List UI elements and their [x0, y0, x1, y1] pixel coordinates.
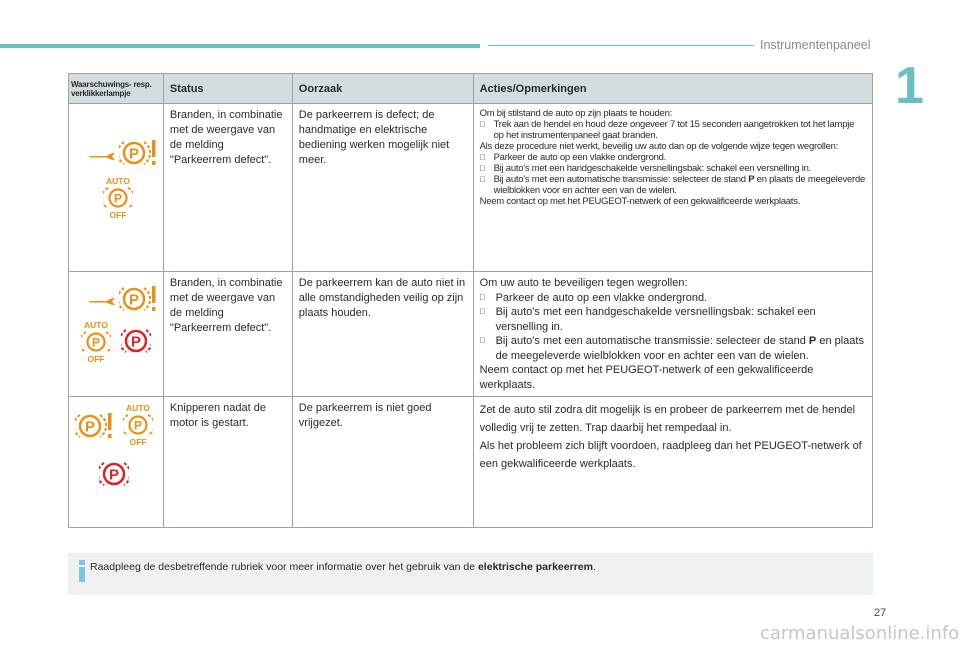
list-item-text: Bij auto's met een automatische transmissie: selecteer de stand	[495, 335, 806, 347]
parking-brake-warning-icon	[75, 412, 115, 440]
parking-brake-red-icon	[99, 460, 129, 488]
watermark: carmanualsonline.info	[760, 623, 960, 644]
header-accent-bar	[0, 44, 480, 48]
note-end: .	[592, 561, 596, 573]
status-cell: Knipperen nadat de motor is gestart.	[163, 397, 292, 528]
note-link-term: elektrische parkeerrem	[477, 561, 593, 573]
list-item-text: en plaats de meegeleverde wielblokken voor en achter een van de wielen.	[495, 335, 864, 362]
action-end: Neem contact op met het PEUGEOT-netwerk of een gekwalificeerde werkplaats.	[479, 196, 801, 207]
info-icon	[78, 560, 86, 582]
cause-cell: De parkeerrem is defect; de handmatige en elektrische bediening werken mogelijk niet meer.	[292, 104, 473, 272]
section-title: Instrumentenpaneel	[760, 38, 871, 52]
auto-off-parking-icon	[81, 320, 111, 366]
actions-cell	[473, 104, 872, 272]
action-list	[480, 291, 866, 364]
action-end: Neem contact op met het PEUGEOT-netwerk of een gekwalificeerde werkplaats.	[479, 364, 814, 391]
list-item-text: Bij auto's met een automatische transmissie: selecteer de stand	[493, 174, 746, 185]
list-item	[480, 334, 866, 363]
icon-cell	[69, 104, 164, 272]
list-item: Parkeer de auto op een vlakke ondergrond.	[495, 291, 708, 304]
icon-cell	[69, 397, 164, 528]
warning-lights-table	[68, 73, 873, 528]
list-item-text: en plaats de meegeleverde wielblokken voor en achter een van de wielen.	[493, 174, 866, 196]
table-row	[69, 104, 873, 272]
parking-brake-red-icon	[121, 327, 151, 355]
gear-p: P	[808, 335, 817, 347]
list-item: Trek aan de hendel en houd deze ongeveer 7 tot 15 seconden aangetrokken tot het lampje op het instrumentenpaneel gaat branden.	[493, 119, 855, 141]
column-header-actions: Acties/Opmerkingen	[473, 74, 872, 104]
table-row	[69, 272, 873, 397]
action-text: Als het probleem zich blijft voordoen, raadpleeg dan het PEUGEOT-netwerk of een gekwalificeerde werkplaats.	[479, 440, 862, 470]
list-item: Parkeer de auto op een vlakke ondergrond.	[493, 152, 667, 163]
chapter-number: 1	[895, 57, 924, 115]
icon-cell	[69, 272, 164, 397]
action-list	[480, 119, 866, 141]
column-header-status: Status	[163, 74, 292, 104]
parking-brake-warning-icon	[119, 285, 159, 313]
action-intro: Om uw auto te beveiligen tegen wegrollen:	[479, 277, 688, 289]
list-item: Bij auto's met een handgeschakelde versnellingsbak: schakel een versnelling in.	[495, 306, 816, 333]
gear-p: P	[748, 174, 755, 185]
action-text: Zet de auto stil zodra dit mogelijk is en probeer de parkeerrem met de hendel volledig vrij te zetten. Trap daarbij het rempedaal in.	[479, 404, 856, 434]
parking-brake-warning-icon	[119, 139, 159, 167]
wrench-icon	[89, 147, 119, 161]
status-cell: Branden, in combinatie met de weergave van de melding "Parkeerrem defect".	[163, 272, 292, 397]
cause-cell: De parkeerrem kan de auto niet in alle omstandigheden veilig op zijn plaats houden.	[292, 272, 473, 397]
action-mid: Als deze procedure niet werkt, beveilig uw auto dan op de volgende wijze tegen wegrollen:	[479, 141, 839, 152]
status-cell: Branden, in combinatie met de weergave van de melding "Parkeerrem defect".	[163, 104, 292, 272]
info-note	[68, 553, 873, 595]
actions-cell	[473, 397, 872, 528]
note-body: Raadpleeg de desbetreffende rubriek voor meer informatie over het gebruik van de	[90, 561, 478, 573]
note-text	[90, 561, 596, 573]
table-row	[69, 397, 873, 528]
header-line	[488, 45, 754, 46]
auto-off-parking-icon	[103, 176, 133, 222]
wrench-icon	[89, 292, 119, 306]
auto-off-parking-icon	[123, 403, 153, 449]
page-number: 27	[874, 607, 887, 619]
actions-cell	[473, 272, 872, 397]
column-header-light: Waarschuwings- resp. verklikkerlampje	[69, 74, 164, 104]
action-intro: Om bij stilstand de auto op zijn plaats te houden:	[479, 108, 672, 119]
list-item: Bij auto's met een handgeschakelde versnellingsbak: schakel een versnelling in.	[493, 163, 812, 174]
cause-cell: De parkeerrem is niet goed vrijgezet.	[292, 397, 473, 528]
table-header-row	[69, 74, 873, 104]
action-list	[480, 152, 866, 196]
column-header-cause: Oorzaak	[292, 74, 473, 104]
list-item	[480, 174, 866, 196]
